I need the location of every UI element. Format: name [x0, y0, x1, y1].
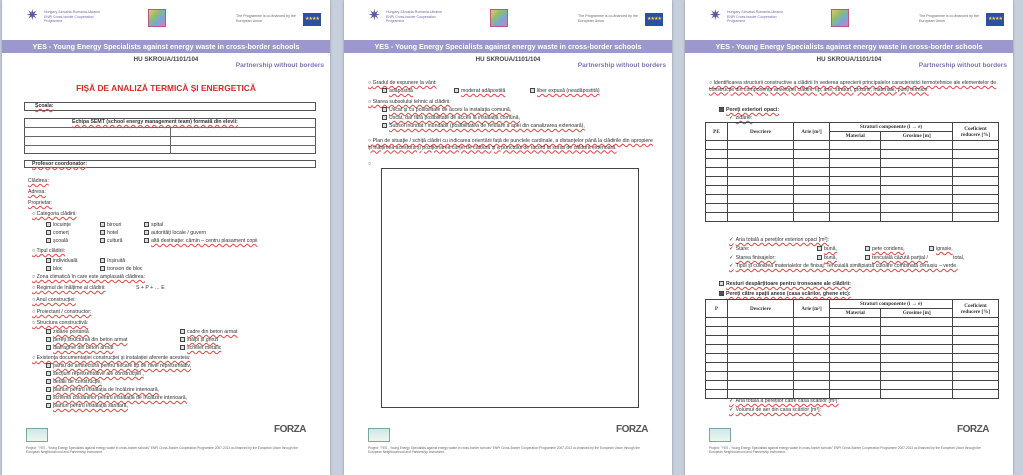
eu-flag-icon: ★★★★ — [645, 13, 663, 26]
eu-flag-icon: ★★★★ — [986, 13, 1004, 26]
checkmark-icon: ✓ — [729, 255, 734, 261]
checkbox-icon — [46, 403, 51, 408]
coordinator-label: Profesor coordonator: — [32, 161, 88, 167]
building-label: Clădirea: — [28, 178, 49, 184]
table-row — [706, 204, 999, 213]
partnership-tagline: Partnership without borders — [918, 62, 1007, 69]
ext-walls-heading[interactable]: Pereți exteriori opaci: — [719, 107, 779, 114]
column-header: Coeficient reducere [%] — [953, 123, 999, 141]
type-option[interactable]: înșiruită — [100, 258, 125, 265]
programme-star-icon: ✷ — [709, 7, 722, 24]
docs-option[interactable]: planuri pentru instalația de încălzire interioară, — [46, 387, 159, 394]
footer-note: Project: "YES - Young Energy Specialists against energy waste in cross-border schools" ENPI Cross-Border Cooperation Programme 2007-2013 co-financed by the European Union through the European Neighbourhood and Partnership Instrument. — [368, 446, 640, 455]
category-option[interactable]: locuințe — [46, 222, 71, 229]
site-plan-drawing-area[interactable] — [381, 168, 639, 408]
checkbox-icon — [46, 345, 51, 350]
column-header: Arie [m²] — [794, 300, 830, 318]
column-subheader: Material — [830, 309, 881, 318]
bullet-icon: ○ — [368, 138, 373, 144]
checkbox-icon — [100, 222, 105, 227]
column-header: PE — [706, 123, 728, 141]
column-header: Descriere — [728, 300, 794, 318]
checkbox-icon — [46, 371, 51, 376]
checkbox-icon — [46, 395, 51, 400]
partnership-tagline: Partnership without borders — [235, 62, 324, 69]
bullet-icon: ○ — [32, 248, 37, 254]
checkbox-icon — [180, 329, 185, 334]
school-logo-icon — [368, 428, 390, 442]
checkbox-icon — [382, 123, 387, 128]
checkmark-icon: ✓ — [729, 237, 734, 243]
checkbox-icon — [100, 266, 105, 271]
checkbox-icon — [180, 337, 185, 342]
table-row — [706, 186, 999, 195]
column-subheader: Grosime [m] — [881, 132, 953, 141]
document-page-1 — [2, 0, 330, 475]
checkmark-icon: ✓ — [729, 115, 734, 121]
finish-option[interactable]: bună, — [817, 255, 837, 262]
checkbox-icon — [144, 230, 149, 235]
checkbox-icon — [100, 238, 105, 243]
finish-type: ✓ Tipul și culoarea materialelor de finisaj: Tencuială similipiatră culoare combinată cenușiu – verde. — [729, 263, 958, 269]
checkmark-icon: ✓ — [729, 407, 734, 413]
masonry-label: ✓ zidărie: — [729, 115, 753, 121]
state-row: ✓ Stare: — [729, 246, 750, 252]
address-label: Adresa: — [28, 189, 46, 195]
state-option[interactable]: pete condens, — [865, 246, 905, 253]
docs-option[interactable]: detalii de construcție, — [46, 379, 102, 386]
bullet-icon: ○ — [709, 80, 714, 86]
total-area-stairs-label: ✓ Aria totală a pereților către casa scărilor [m²]: — [729, 398, 839, 404]
state-option[interactable]: bună, — [817, 246, 837, 253]
checkbox-icon — [46, 258, 51, 263]
docs-option[interactable]: planuri pentru instalația sanitară, — [46, 403, 128, 410]
envelope-intro: ○ Identificarea structurii constructive a clădirii în vederea aprecierii principalelor caracteristici termotehnice ale elementelor de construcție din componența anvelopei clădirii: tip, arie, straturi, grosimi, materiale, punți termice: — [709, 80, 997, 93]
table-row — [706, 159, 999, 168]
climate-zone-label: ○ Zona climatică în care este amplasată clădirea: — [32, 274, 145, 280]
team-table-column — [170, 127, 171, 154]
type-heading: ○ Tipul clădirii: — [32, 248, 66, 254]
bullet-icon: ○ — [368, 161, 372, 167]
page-header — [2, 0, 330, 38]
bullet-icon: ○ — [368, 80, 373, 86]
column-header: Arie [m²] — [794, 123, 830, 141]
column-header: Coeficient reducere [%] — [953, 300, 999, 318]
programme-star-icon: ✷ — [368, 7, 381, 24]
designer-label: ○ Proiectant / constructor: — [32, 309, 92, 315]
checkbox-icon — [382, 115, 387, 120]
finish-option[interactable]: total, — [953, 255, 965, 261]
school-label: Școala: — [35, 103, 54, 109]
category-option[interactable]: spital — [144, 222, 163, 229]
programme-name: Hungary-Slovakia-Romania-Ukraine ENPI Cross-border Cooperation Programme — [44, 10, 101, 24]
basement-option[interactable]: Uscat, dar fără posibilitate de acces la instalația comună, — [382, 115, 520, 122]
table-row — [706, 150, 999, 159]
checkmark-icon: ✓ — [729, 398, 734, 404]
school-logo-icon — [709, 428, 731, 442]
table-row — [706, 327, 999, 336]
checkmark-icon: ✓ — [729, 246, 734, 252]
checkbox-icon — [46, 379, 51, 384]
column-subheader: Material — [830, 132, 881, 141]
exposure-option[interactable]: adăpostită — [382, 88, 413, 95]
bullet-icon: ○ — [32, 309, 37, 315]
column-header: P — [706, 300, 728, 318]
column-header: Descriere — [728, 123, 794, 141]
footer-note: Project: "YES - Young Energy Specialists against energy waste in cross-border schools" ENPI Cross-Border Cooperation Programme 2007-2013 co-financed by the European Union through the European Neighbourhood and Partnership Instrument. — [709, 446, 981, 455]
table-row — [706, 141, 999, 150]
structure-heading: ○ Structura constructivă: — [32, 320, 89, 326]
document-page-3 — [685, 0, 1013, 475]
table-row — [706, 381, 999, 390]
docs-heading: ○ Existența documentației construcției și instalației aferente acesteia: — [32, 355, 191, 361]
checkbox-icon — [46, 230, 51, 235]
table-row — [706, 318, 999, 327]
partner-logo: FORZA — [616, 424, 648, 435]
docs-option[interactable]: schema coloanelor pentru instalația de încălzire interioară, — [46, 395, 187, 402]
exposure-heading: ○ Gradul de expunere la vânt: — [368, 80, 437, 86]
docs-option[interactable]: secțiuni reprezentative ale construcției , — [46, 371, 144, 378]
project-logo-icon — [148, 9, 166, 27]
column-subheader: Grosime [m] — [881, 309, 953, 318]
project-logo-icon — [490, 9, 508, 27]
category-option[interactable]: autorități locale / guvern — [144, 230, 206, 237]
table-row — [706, 363, 999, 372]
checkbox-icon — [817, 246, 822, 251]
checkbox-icon — [454, 88, 459, 93]
table-row — [706, 336, 999, 345]
structure-option[interactable]: schelet metalic — [180, 345, 221, 352]
basement-option[interactable]: Subsol inundat / inundabil (posibilitatea de refulare a apei din canalizarea exterioară), — [382, 123, 585, 130]
checkbox-icon — [46, 222, 51, 227]
partner-logo: FORZA — [957, 424, 989, 435]
team-label: Echipa SEMT (school energy management team) formată din elevii: — [72, 119, 238, 125]
checkbox-icon — [929, 246, 934, 251]
finish-row: ✓ Starea finisajelor: — [729, 255, 776, 261]
structure-option[interactable]: diafragme din beton armat — [46, 345, 114, 352]
checkbox-icon — [46, 329, 51, 334]
annex-walls-heading[interactable]: Pereți către spații anexe (casa scărilor, ghene etc): — [719, 291, 851, 298]
project-title-band: YES - Young Energy Specialists against energy waste in cross-border schools — [2, 40, 330, 53]
checkbox-icon — [865, 255, 870, 260]
structure-option[interactable]: cadre din beton armat — [180, 329, 237, 336]
checkbox-icon — [382, 88, 387, 93]
total-area-ext-label: ✓ Aria totală a pereților exteriori opaci [m²]: — [729, 237, 830, 243]
exposure-option[interactable]: liber expusă (neadăpostită) — [530, 88, 600, 95]
type-option[interactable]: tronson de bloc — [100, 266, 142, 273]
partnership-tagline: Partnership without borders — [577, 62, 666, 69]
checkbox-icon — [46, 363, 51, 368]
table-row — [706, 195, 999, 204]
checkbox-icon — [100, 258, 105, 263]
footer-note: Project: "YES - Young Energy Specialists against energy waste in cross-border schools" ENPI Cross-Border Cooperation Programme 2007-2013 co-financed by the European Union through the European Neighbourhood and Partnership Instrument. — [26, 446, 298, 455]
state-option[interactable]: igrasie, — [929, 246, 953, 253]
funding-note: The Programme is co-financed by the European Union — [578, 14, 638, 23]
type-option[interactable]: bloc — [46, 266, 63, 273]
table-row — [706, 372, 999, 381]
rest-walls-heading[interactable]: Resturi despărțitoare pentru tronsoane ale clădirii: — [719, 281, 851, 288]
checked-checkbox-icon — [719, 107, 724, 112]
structure-option[interactable]: stâlpi și grinzi — [180, 337, 218, 344]
table-row — [706, 213, 999, 222]
table-row — [706, 345, 999, 354]
category-option[interactable]: școală — [46, 238, 68, 245]
ext-walls-table[interactable] — [705, 122, 999, 222]
exposure-option[interactable]: moderat adăpostită — [454, 88, 505, 95]
checked-checkbox-icon — [719, 291, 724, 296]
category-heading: ○ Categoria clădirii: — [32, 211, 77, 217]
volume-stairs-label: ✓ Volumul de aer din casa scărilor [m³]: — [729, 407, 821, 413]
year-built-label: ○ Anul construcției: — [32, 297, 76, 303]
project-title-band: YES - Young Energy Specialists against energy waste in cross-border schools — [344, 40, 672, 53]
programme-name: Hungary-Slovakia-Romania-Ukraine ENPI Cross-border Cooperation Programme — [727, 10, 784, 24]
page-header — [344, 0, 672, 38]
project-logo-icon — [831, 9, 849, 27]
form-title: FIȘĂ DE ANALIZĂ TERMICĂ ȘI ENERGETICĂ — [76, 83, 256, 93]
checkbox-icon — [46, 266, 51, 271]
bullet-icon: ○ — [32, 355, 37, 361]
structure-option[interactable]: pereți structurali din beton armat — [46, 337, 127, 344]
checkbox-icon — [46, 238, 51, 243]
category-option[interactable]: cultură — [100, 238, 123, 245]
basement-option[interactable]: Uscat și cu posibilitate de acces la instalația comună, — [382, 107, 511, 114]
site-plan-instructions: ○ Plan de situație / schiță clădiri cu indicarea orientării față de punctele cardinale, a distanțelor până la clădirile din apropiere și înălțimea acestora și poziționarea curței de căldură și a punctului de racord la sursa de căldură exterioară. — [368, 138, 653, 151]
table-row — [706, 177, 999, 186]
checkbox-icon — [719, 281, 724, 286]
checkbox-icon — [46, 337, 51, 342]
bullet-icon: ○ — [368, 99, 373, 105]
project-code: HU SKROUA/1101/104 — [133, 56, 199, 63]
column-header: Straturi componente (i → e) — [830, 300, 953, 309]
checkbox-icon — [144, 238, 149, 243]
page-header — [685, 0, 1013, 38]
type-option[interactable]: individuală — [46, 258, 78, 265]
column-header: Straturi componente (i → e) — [830, 123, 953, 132]
checkbox-icon — [180, 345, 185, 350]
table-row — [706, 168, 999, 177]
bullet-icon: ○ — [32, 285, 37, 291]
docs-option[interactable]: partiu de arhitectură pentru fiecare tip de nivel reprezentativ, — [46, 363, 191, 370]
eu-flag-icon: ★★★★ — [303, 13, 321, 26]
checkbox-icon — [817, 255, 822, 260]
school-field[interactable] — [24, 102, 316, 111]
checkbox-icon — [530, 88, 535, 93]
bullet-icon: ○ — [32, 297, 37, 303]
project-code: HU SKROUA/1101/104 — [475, 56, 541, 63]
annex-walls-table[interactable] — [705, 299, 999, 399]
finish-option[interactable]: tencuială căzută parțial / — [865, 255, 928, 262]
bullet-icon: ○ — [32, 211, 37, 217]
checkbox-icon — [100, 230, 105, 235]
checkbox-icon — [144, 222, 149, 227]
funding-note: The Programme is co-financed by the European Union — [919, 14, 979, 23]
school-logo-icon — [26, 428, 48, 442]
checkbox-icon — [382, 107, 387, 112]
project-code: HU SKROUA/1101/104 — [816, 56, 882, 63]
basement-heading: ○ Starea subsolului tehnic al clădirii: — [368, 99, 451, 105]
checkbox-icon — [46, 387, 51, 392]
category-option[interactable]: birouri — [100, 222, 121, 229]
structure-option[interactable]: zidărie portantă — [46, 329, 89, 336]
programme-name: Hungary-Slovakia-Romania-Ukraine ENPI Cross-border Cooperation Programme — [386, 10, 443, 24]
document-page-2 — [344, 0, 672, 475]
checkbox-icon — [865, 246, 870, 251]
bullet-icon: ○ — [32, 274, 37, 280]
bullet-icon: ○ — [32, 320, 37, 326]
partner-logo: FORZA — [274, 424, 306, 435]
category-option[interactable]: hotel — [100, 230, 118, 237]
height-regime-label: ○ Regimul de înălțime al clădirii: — [32, 285, 106, 291]
owner-label: Proprietar: — [28, 200, 53, 206]
programme-star-icon: ✷ — [26, 7, 39, 24]
funding-note: The Programme is co-financed by the European Union — [236, 14, 296, 23]
checkmark-icon: ✓ — [729, 263, 734, 269]
table-row — [706, 354, 999, 363]
category-option[interactable]: comerț — [46, 230, 69, 237]
height-regime-value: S + P + … E — [136, 285, 165, 291]
project-title-band: YES - Young Energy Specialists against energy waste in cross-border schools — [685, 40, 1013, 53]
category-option[interactable]: altă destinație: cămin – centru plasament copii — [144, 238, 257, 245]
